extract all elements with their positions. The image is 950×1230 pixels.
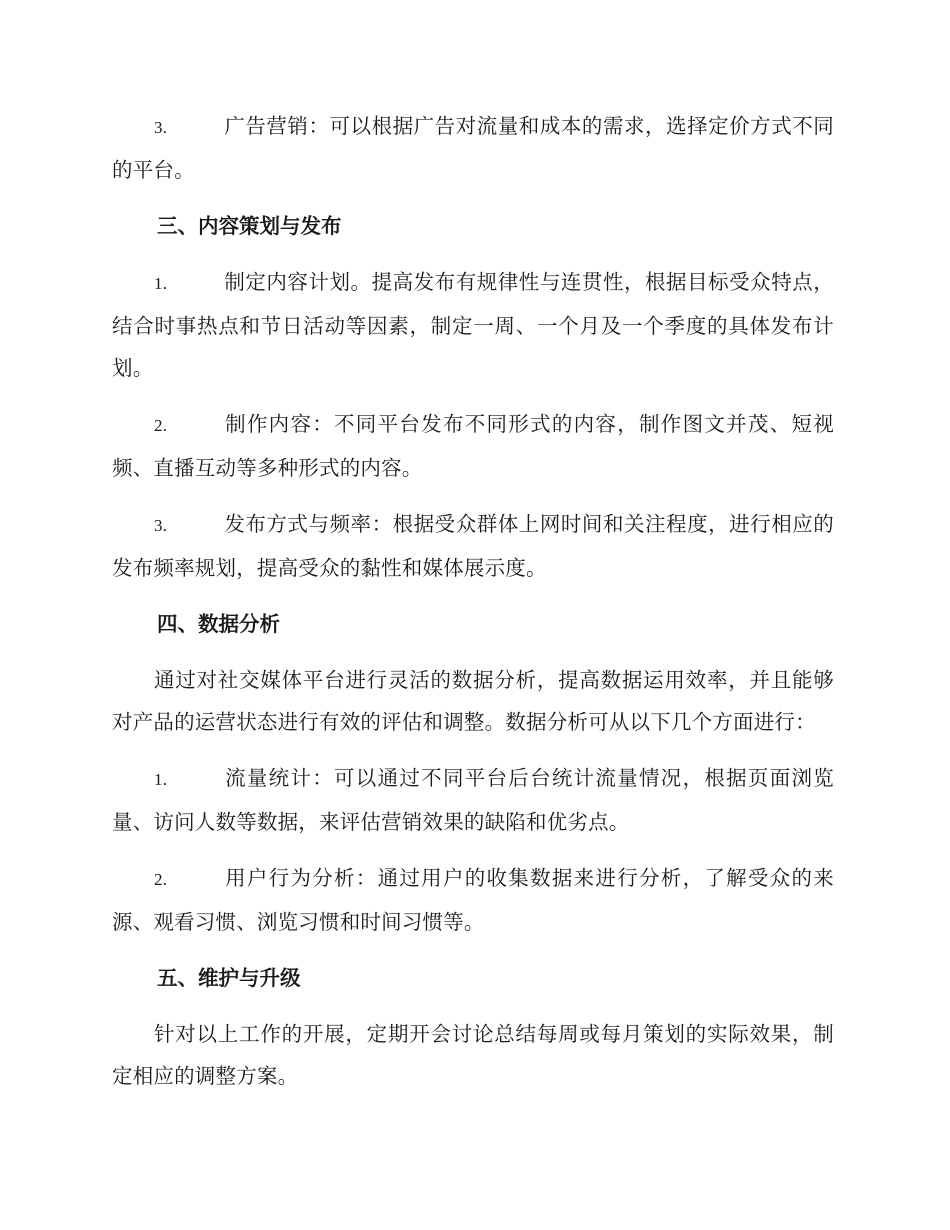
list-text: 制定内容计划。提高发布有规律性与连贯性，根据目标受众特点，结合时事热点和节日活动等因素，制定一周、一个月及一个季度的具体发布计划。 bbox=[112, 270, 834, 380]
document-page bbox=[112, 105, 834, 1111]
list-number: 2. bbox=[154, 870, 168, 889]
list-item-user-behavior bbox=[112, 857, 834, 943]
list-text: 发布方式与频率：根据受众群体上网时间和关注程度，进行相应的发布频率规划，提高受众的黏性和媒体展示度。 bbox=[112, 512, 834, 580]
list-number: 1. bbox=[154, 770, 168, 789]
list-item-traffic-stats bbox=[112, 757, 834, 843]
list-text: 制作内容：不同平台发布不同形式的内容，制作图文并茂、短视频、直播互动等多种形式的内容。 bbox=[112, 412, 834, 480]
paragraph-data-analysis-intro: 通过对社交媒体平台进行灵活的数据分析，提高数据运用效率，并且能够对产品的运营状态进行有效的评估和调整。数据分析可从以下几个方面进行： bbox=[112, 668, 834, 734]
section-heading-maintenance: 五、维护与升级 bbox=[157, 966, 301, 990]
list-text: 广告营销：可以根据广告对流量和成本的需求，选择定价方式不同的平台。 bbox=[112, 114, 834, 182]
list-text: 用户行为分析：通过用户的收集数据来进行分析，了解受众的来源、观看习惯、浏览习惯和时间习惯等。 bbox=[112, 866, 834, 934]
list-text: 流量统计：可以通过不同平台后台统计流量情况，根据页面浏览量、访问人数等数据，来评估营销效果的缺陷和优劣点。 bbox=[112, 766, 834, 834]
list-number: 3. bbox=[154, 516, 168, 535]
list-item-content-production bbox=[112, 403, 834, 489]
list-item-publish-frequency bbox=[112, 503, 834, 589]
section-heading-content-planning: 三、内容策划与发布 bbox=[157, 214, 342, 238]
paragraph-maintenance: 针对以上工作的开展，定期开会讨论总结每周或每月策划的实际效果，制定相应的调整方案。 bbox=[112, 1022, 834, 1088]
list-item-ad-marketing bbox=[112, 105, 834, 191]
section-heading-data-analysis: 四、数据分析 bbox=[157, 612, 280, 636]
list-number: 1. bbox=[154, 274, 168, 293]
list-number: 3. bbox=[154, 118, 168, 137]
list-item-content-plan bbox=[112, 261, 834, 389]
list-number: 2. bbox=[154, 416, 168, 435]
